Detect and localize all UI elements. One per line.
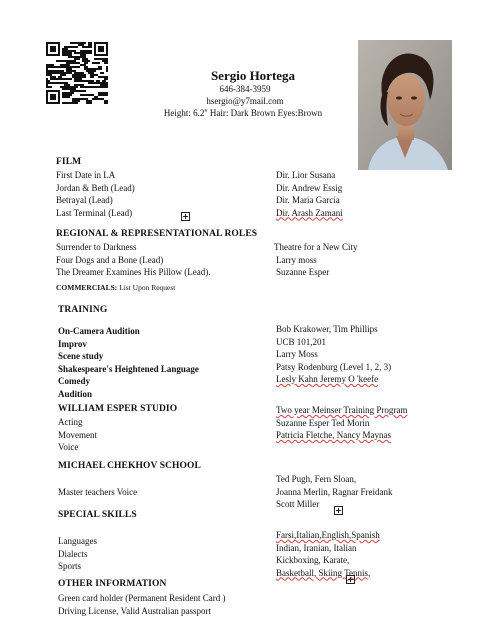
training-teacher: Bob Krakower, Tim Phillips xyxy=(276,324,378,334)
training-teachers xyxy=(276,323,391,386)
regional-company: Suzanne Esper xyxy=(276,267,330,277)
esper-detail: Suzanne Esper Ted Morin xyxy=(276,417,370,428)
skill-value: Farsi,Italian,English,Spanish xyxy=(276,530,380,540)
film-title: Betrayal (Lead) xyxy=(56,195,113,205)
training-subjects xyxy=(58,325,199,400)
film-director: Dir. Andrew Essig xyxy=(276,182,343,193)
plus-box-icon[interactable] xyxy=(334,506,343,515)
training-subject: Scene study xyxy=(58,351,104,361)
physical-stats: Height: 6.2'' Hair: Dark Brown Eyes:Brown xyxy=(163,108,323,118)
regional-company: Larry moss xyxy=(276,254,317,265)
regional-title: The Dreamer Examines His Pillow (Lead). xyxy=(56,267,211,277)
training-heading: TRAINING xyxy=(58,305,108,315)
regional-heading: REGIONAL & REPRESENTATIONAL ROLES xyxy=(56,229,258,239)
chekhov-teacher: Scott Miller xyxy=(276,499,320,509)
regional-company: Theatre for a New City xyxy=(274,242,358,252)
skills-labels xyxy=(58,535,97,573)
other-heading: OTHER INFORMATION xyxy=(58,579,167,589)
email-address: hsergio@y7mail.com xyxy=(206,96,284,106)
esper-subject: Voice xyxy=(58,442,79,452)
chekhov-teachers xyxy=(276,473,392,511)
esper-detail: Two year Meinser Training Program xyxy=(276,405,408,415)
esper-details xyxy=(276,404,407,442)
regional-companies xyxy=(274,241,357,279)
training-teacher: Lesly Kahn Jeremy O 'keefe xyxy=(276,374,379,384)
training-subject: Improv xyxy=(58,338,87,349)
training-subject: Audition xyxy=(58,388,93,399)
training-subject: Comedy xyxy=(58,376,90,386)
film-director: Dir. Arash Zamani xyxy=(276,207,343,218)
commercials-line xyxy=(56,283,175,292)
commercials-value: List Upon Request xyxy=(119,283,176,292)
phone-number: 646-384-3959 xyxy=(219,84,271,94)
actor-name: Sergio Hortega xyxy=(210,68,296,83)
skill-value: Basketball, Skiing Tennis, xyxy=(276,567,371,578)
esper-subject: Movement xyxy=(58,429,97,440)
other-line: Driving License, Valid Australian passport xyxy=(58,605,212,616)
commercials-label: COMMERCIALS: xyxy=(56,283,118,292)
headshot-photo xyxy=(358,40,452,170)
training-subject: Shakespeare's Heightened Language xyxy=(58,363,199,374)
skill-label: Dialects xyxy=(58,548,88,559)
film-heading: FILM xyxy=(56,157,82,167)
film-title: Jordan & Beth (Lead) xyxy=(56,182,135,193)
chekhov-teacher: Ted Pugh, Fern Sloan, xyxy=(276,474,357,484)
esper-subject: Acting xyxy=(58,417,83,427)
skill-value: Kickboxing, Karate, xyxy=(276,555,350,565)
film-director: Dir. Maria Garcia xyxy=(276,195,340,205)
chekhov-teacher: Joanna Merlin, Ragnar Freidank xyxy=(276,486,393,497)
other-lines xyxy=(58,592,225,617)
film-titles xyxy=(56,169,135,219)
film-director: Dir. Lior Susana xyxy=(276,170,336,180)
film-directors xyxy=(276,169,343,219)
training-teacher: UCB 101,201 xyxy=(276,336,327,347)
regional-titles xyxy=(56,241,210,279)
skills-values xyxy=(276,529,380,579)
training-subject: On-Camera Audition xyxy=(58,326,140,336)
skills-heading: SPECIAL SKILLS xyxy=(58,510,137,520)
chekhov-heading: MICHAEL CHEKHOV SCHOOL xyxy=(58,461,201,471)
film-title: First Date in LA xyxy=(56,170,116,180)
skill-label: Sports xyxy=(58,561,82,571)
chekhov-subject: Master teachers Voice xyxy=(58,487,138,497)
training-teacher: Patsy Rodenburg (Level 1, 2, 3) xyxy=(276,361,392,372)
other-line: Green card holder (Permanent Resident Card ) xyxy=(58,593,226,603)
esper-subjects xyxy=(58,416,97,454)
esper-detail: Patricia Fletche, Nancy Maynas xyxy=(276,430,391,440)
esper-heading: WILLIAM ESPER STUDIO xyxy=(58,404,178,414)
training-teacher: Larry Moss xyxy=(276,349,318,359)
plus-box-icon[interactable] xyxy=(346,575,355,584)
plus-box-icon[interactable] xyxy=(181,212,190,221)
regional-title: Four Dogs and a Bone (Lead) xyxy=(56,254,164,265)
skill-value: Indian, Iranian, Italian xyxy=(276,542,357,553)
regional-title: Surrender to Darkness xyxy=(56,242,137,252)
film-title: Last Terminal (Lead) xyxy=(56,207,133,218)
skill-label: Languages xyxy=(58,536,97,546)
